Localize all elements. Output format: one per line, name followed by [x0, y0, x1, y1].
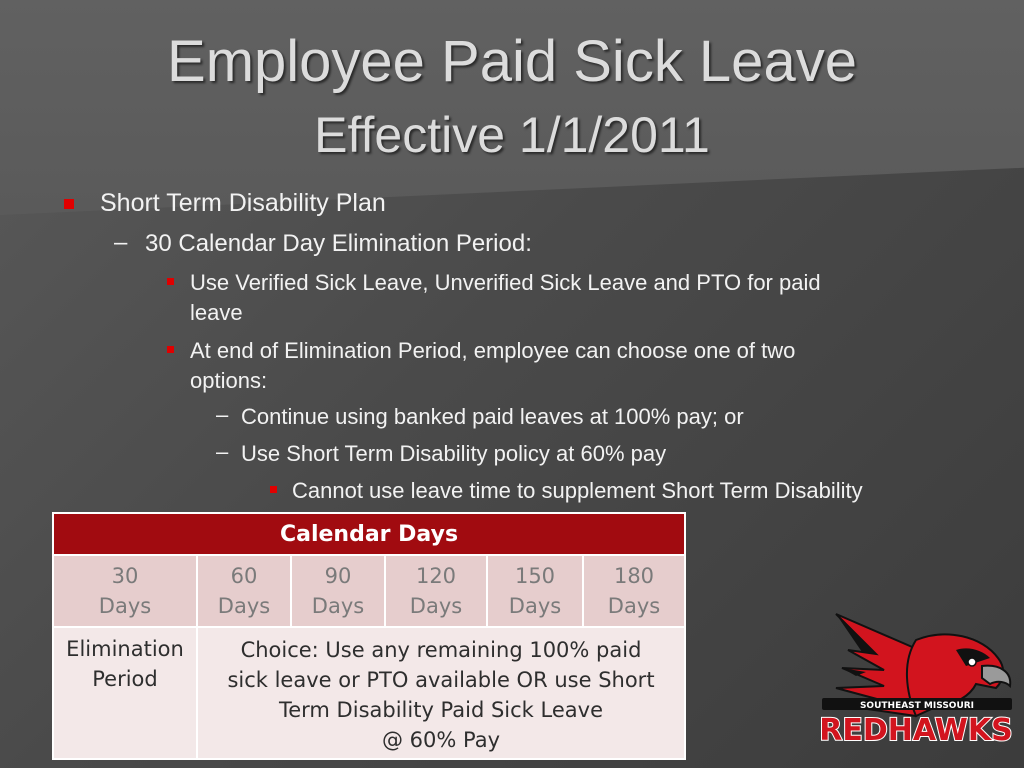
dash-marker: –: [216, 439, 229, 464]
table-row: [53, 555, 685, 627]
calendar-days-table: [52, 512, 686, 760]
logo-name-text: REDHAWKS: [819, 713, 1013, 748]
redhawks-logo-icon: [806, 606, 1020, 752]
dash-marker: –: [216, 402, 229, 427]
dash-marker: –: [114, 229, 128, 256]
bullet-cannot-supplement: Cannot use leave time to supplement Short Term Disability: [292, 478, 863, 503]
bullet-marker: [270, 486, 277, 493]
bullet-use-verified-line1: Use Verified Sick Leave, Unverified Sick Leave and PTO for paid: [190, 270, 821, 295]
logo-top-text: SOUTHEAST MISSOURI: [859, 701, 975, 711]
day-cell-180: 180 Days: [583, 555, 685, 627]
bullet-continue-banked: Continue using banked paid leaves at 100% pay; or: [241, 404, 744, 429]
day-cell-150: 150 Days: [487, 555, 583, 627]
bullet-short-term-disability: Short Term Disability Plan: [100, 189, 386, 217]
bullet-elimination-period: 30 Calendar Day Elimination Period:: [145, 230, 532, 257]
table-header: Calendar Days: [53, 513, 685, 555]
day-cell-120: 120 Days: [385, 555, 487, 627]
bullet-marker: [64, 199, 74, 209]
bullet-use-verified-line2: leave: [190, 300, 243, 325]
bullet-end-of-period-line1: At end of Elimination Period, employee can choose one of two: [190, 338, 796, 363]
slide-title: Employee Paid Sick Leave: [167, 29, 857, 94]
bullet-marker: [167, 278, 174, 285]
table-row: [53, 627, 685, 759]
bullet-end-of-period-line2: options:: [190, 368, 268, 393]
bullet-marker: [167, 346, 174, 353]
day-cell-60: 60 Days: [197, 555, 291, 627]
row-label-elimination-period: Elimination Period: [53, 627, 197, 759]
slide-subtitle: Effective 1/1/2011: [314, 107, 710, 163]
day-cell-30: 30 Days: [53, 555, 197, 627]
choice-cell: Choice: Use any remaining 100% paid sick leave or PTO available OR use Short Term Disability Paid Sick Leave @ 60% Pay: [197, 627, 685, 759]
bullet-use-std-policy: Use Short Term Disability policy at 60% pay: [241, 441, 667, 466]
day-cell-90: 90 Days: [291, 555, 385, 627]
